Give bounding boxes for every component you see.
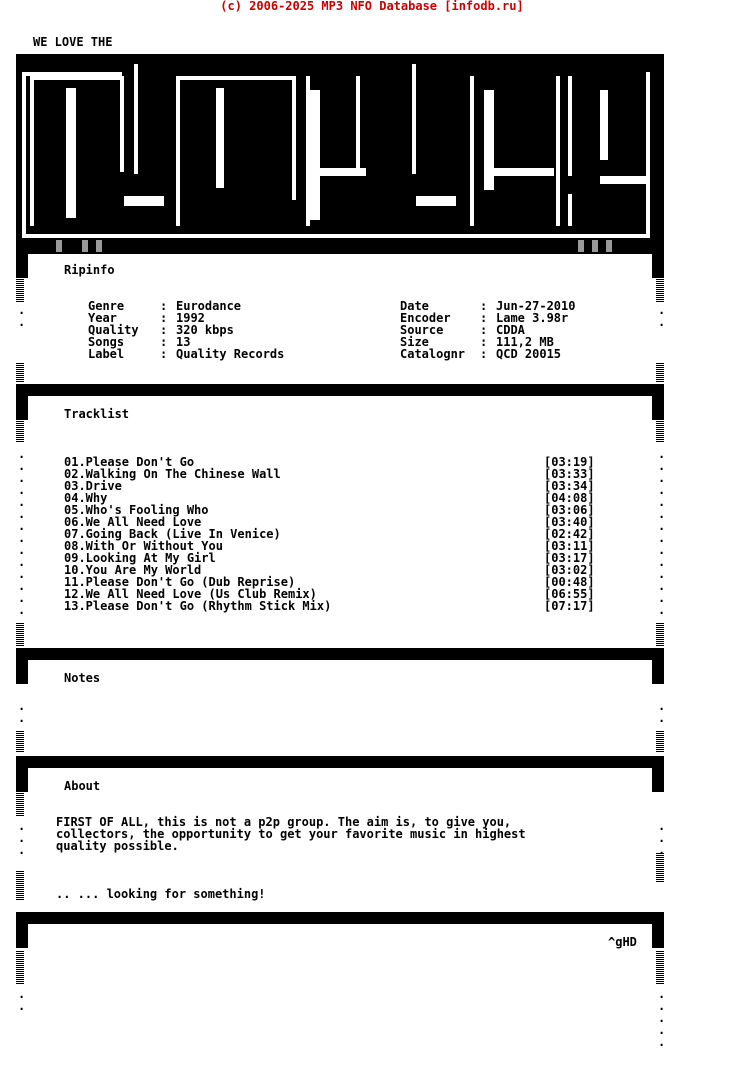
side-dot: . <box>18 711 26 725</box>
frame-dither <box>16 730 24 752</box>
side-dot: . <box>18 507 26 521</box>
side-dot: . <box>658 483 666 497</box>
track-duration: [03:17] <box>544 551 595 565</box>
track-duration: [06:55] <box>544 587 595 601</box>
ripinfo-key: Date <box>400 299 429 313</box>
ripinfo-value: 320 kbps <box>176 323 234 337</box>
track-title: 12.We All Need Love (Us Club Remix) <box>64 587 317 601</box>
track-title: 02.Walking On The Chinese Wall <box>64 467 281 481</box>
side-dot: . <box>18 567 26 581</box>
banner-title: WE LOVE THE <box>33 35 113 49</box>
track-duration: [03:40] <box>544 515 595 529</box>
frame-edge <box>16 254 28 278</box>
frame-edge <box>652 924 664 948</box>
ripinfo-key: Size <box>400 335 429 349</box>
track-title: 07.Going Back (Live In Venice) <box>64 527 281 541</box>
section-divider <box>16 648 664 660</box>
frame-edge <box>16 396 28 420</box>
ripinfo-separator: : <box>160 335 168 349</box>
ripinfo-value: 13 <box>176 335 191 349</box>
frame-dither <box>16 278 24 302</box>
track-title: 06.We All Need Love <box>64 515 202 529</box>
track-duration: [03:34] <box>544 479 595 493</box>
track-duration: [07:17] <box>544 599 595 613</box>
ripinfo-key: Quality <box>88 323 139 337</box>
notes-heading: Notes <box>64 671 101 685</box>
track-duration: [03:11] <box>544 539 595 553</box>
side-dot: . <box>18 699 26 713</box>
ripinfo-value: Eurodance <box>176 299 242 313</box>
side-dot: . <box>658 1023 666 1037</box>
side-dot: . <box>18 591 26 605</box>
ripinfo-value: CDDA <box>496 323 525 337</box>
site-credit: (c) 2006-2025 MP3 NFO Database [infodb.ru] <box>220 0 524 13</box>
ripinfo-value: 1992 <box>176 311 205 325</box>
side-dot: . <box>18 471 26 485</box>
side-dot: . <box>658 543 666 557</box>
track-title: 08.With Or Without You <box>64 539 223 553</box>
about-line: FIRST OF ALL, this is not a p2p group. The aim is, to give you, <box>56 815 512 829</box>
side-dot: . <box>658 591 666 605</box>
side-dot: . <box>658 699 666 713</box>
track-duration: [03:06] <box>544 503 595 517</box>
ripinfo-heading: Ripinfo <box>64 263 115 277</box>
frame-edge <box>652 660 664 684</box>
frame-edge <box>652 768 664 792</box>
track-title: 13.Please Don't Go (Rhythm Stick Mix) <box>64 599 332 613</box>
side-dot: . <box>658 459 666 473</box>
side-dot: . <box>658 1035 666 1049</box>
side-dot: . <box>658 519 666 533</box>
ripinfo-value: Jun-27-2010 <box>496 299 576 313</box>
side-dot: . <box>658 555 666 569</box>
frame-dither <box>16 870 24 900</box>
group-logo-art <box>16 54 664 254</box>
frame-edge <box>652 254 664 278</box>
frame-edge <box>16 660 28 684</box>
ripinfo-value: QCD 20015 <box>496 347 562 361</box>
ripinfo-key: Catalognr <box>400 347 466 361</box>
frame-dither <box>16 950 24 984</box>
ripinfo-separator: : <box>480 299 488 313</box>
ripinfo-separator: : <box>160 323 168 337</box>
side-dot: . <box>18 447 26 461</box>
side-dot: . <box>18 519 26 533</box>
ripinfo-key: Year <box>88 311 117 325</box>
side-dot: . <box>18 531 26 545</box>
side-dot: . <box>18 315 26 329</box>
ripinfo-key: Label <box>88 347 125 361</box>
about-tagline: .. ... looking for something! <box>56 887 266 901</box>
frame-dither <box>656 622 664 646</box>
ripinfo-separator: : <box>480 311 488 325</box>
track-title: 05.Who's Fooling Who <box>64 503 209 517</box>
track-duration: [03:19] <box>544 455 595 469</box>
frame-dither <box>656 278 664 302</box>
side-dot: . <box>18 495 26 509</box>
side-dot: . <box>658 843 666 857</box>
side-dot: . <box>18 819 26 833</box>
ripinfo-value: Lame 3.98r <box>496 311 569 325</box>
tracklist-heading: Tracklist <box>64 407 130 421</box>
side-dot: . <box>18 999 26 1013</box>
track-duration: [00:48] <box>544 575 595 589</box>
frame-dither <box>656 950 664 984</box>
side-dot: . <box>658 315 666 329</box>
track-title: 04.Why <box>64 491 108 505</box>
ripinfo-value: Quality Records <box>176 347 285 361</box>
ripinfo-separator: : <box>160 347 168 361</box>
side-dot: . <box>18 543 26 557</box>
frame-edge <box>652 396 664 420</box>
side-dot: . <box>658 495 666 509</box>
ripinfo-key: Songs <box>88 335 125 349</box>
frame-dither <box>656 362 664 382</box>
frame-dither <box>16 622 24 646</box>
side-dot: . <box>658 567 666 581</box>
frame-dither <box>656 420 664 442</box>
side-dot: . <box>18 303 26 317</box>
side-dot: . <box>18 843 26 857</box>
ripinfo-separator: : <box>480 335 488 349</box>
track-title: 03.Drive <box>64 479 122 493</box>
section-divider <box>16 912 664 924</box>
ripinfo-separator: : <box>160 299 168 313</box>
ripinfo-key: Encoder <box>400 311 451 325</box>
track-title: 09.Looking At My Girl <box>64 551 216 565</box>
signature: ^gHD <box>608 935 637 949</box>
track-title: 11.Please Don't Go (Dub Reprise) <box>64 575 296 589</box>
side-dot: . <box>18 987 26 1001</box>
side-dot: . <box>18 483 26 497</box>
side-dot: . <box>18 555 26 569</box>
ripinfo-key: Genre <box>88 299 125 313</box>
ripinfo-key: Source <box>400 323 444 337</box>
about-line: collectors, the opportunity to get your favorite music in highest <box>56 827 526 841</box>
side-dot: . <box>658 471 666 485</box>
side-dot: . <box>658 1011 666 1025</box>
side-dot: . <box>18 579 26 593</box>
side-dot: . <box>658 987 666 1001</box>
frame-dither <box>16 420 24 442</box>
side-dot: . <box>658 819 666 833</box>
ripinfo-separator: : <box>480 323 488 337</box>
track-duration: [04:08] <box>544 491 595 505</box>
section-divider <box>16 756 664 768</box>
side-dot: . <box>658 531 666 545</box>
about-heading: About <box>64 779 101 793</box>
side-dot: . <box>658 831 666 845</box>
about-line: quality possible. <box>56 839 179 853</box>
ripinfo-separator: : <box>160 311 168 325</box>
frame-dither <box>656 730 664 752</box>
track-title: 01.Please Don't Go <box>64 455 195 469</box>
side-dot: . <box>658 603 666 617</box>
frame-dither <box>16 362 24 382</box>
frame-dither <box>16 792 24 816</box>
side-dot: . <box>658 999 666 1013</box>
ripinfo-value: 111,2 MB <box>496 335 554 349</box>
section-divider <box>16 384 664 396</box>
side-dot: . <box>658 447 666 461</box>
side-dot: . <box>658 579 666 593</box>
track-duration: [03:33] <box>544 467 595 481</box>
track-duration: [03:02] <box>544 563 595 577</box>
track-duration: [02:42] <box>544 527 595 541</box>
frame-edge <box>16 768 28 792</box>
side-dot: . <box>658 711 666 725</box>
side-dot: . <box>18 603 26 617</box>
track-title: 10.You Are My World <box>64 563 202 577</box>
ripinfo-separator: : <box>480 347 488 361</box>
side-dot: . <box>658 507 666 521</box>
side-dot: . <box>18 831 26 845</box>
side-dot: . <box>658 303 666 317</box>
side-dot: . <box>18 459 26 473</box>
frame-edge <box>16 924 28 948</box>
